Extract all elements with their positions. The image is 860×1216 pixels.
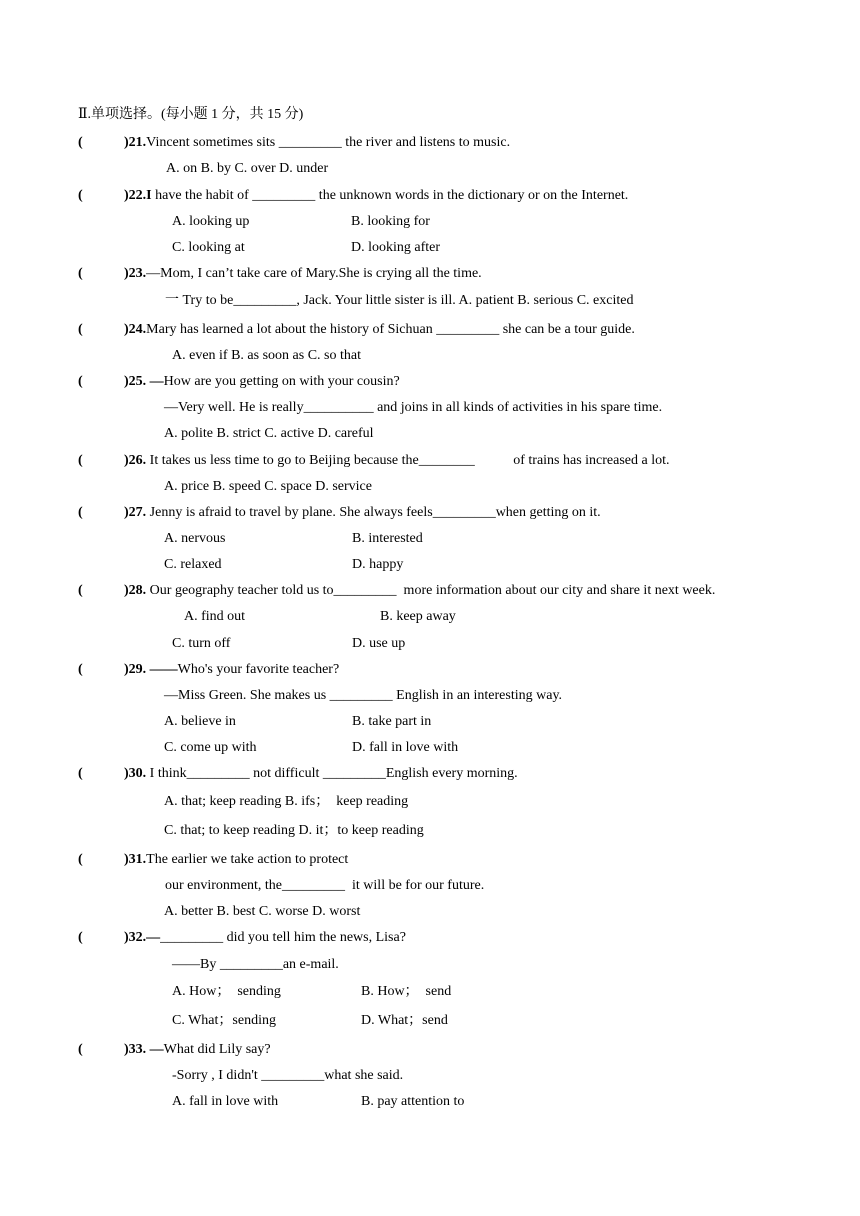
answer-blank[interactable]: (: [78, 266, 83, 281]
question-30: )30. I think_________ not difficult _________English every morning.: [124, 766, 518, 781]
answer-blank[interactable]: (: [78, 505, 83, 520]
option-b: B. pay attention to: [361, 1094, 465, 1109]
question-21: )21.Vincent sometimes sits _________ the river and listens to music.: [124, 135, 511, 150]
option-c: C. turn off: [172, 636, 231, 651]
option-c: C. relaxed: [164, 557, 222, 572]
answer-blank[interactable]: (: [78, 374, 83, 389]
option-c: C. What；sending: [172, 1013, 276, 1028]
question-23-reply: 一 Try to be_________, Jack. Your little sister is ill. A. patient B. serious C. excited: [165, 293, 634, 308]
question-25-reply: —Very well. He is really__________ and joins in all kinds of activities in his spare time.: [164, 400, 663, 415]
question-29: )29. ——Who's your favorite teacher?: [124, 662, 340, 677]
option-a: A. fall in love with: [172, 1094, 279, 1109]
answer-blank[interactable]: (: [78, 766, 83, 781]
option-b: B. interested: [352, 531, 423, 546]
question-21-options: A. on B. by C. over D. under: [166, 161, 329, 176]
option-d: D. looking after: [351, 240, 441, 255]
question-22: )22.I have the habit of _________ the unknown words in the dictionary or on the Internet.: [124, 188, 629, 203]
option-d: D. use up: [352, 636, 406, 651]
option-a: A. How； sending: [172, 984, 281, 999]
option-c: C. looking at: [172, 240, 245, 255]
question-32-reply: ——By _________an e-mail.: [172, 957, 339, 972]
question-33: )33. —What did Lily say?: [124, 1042, 271, 1057]
answer-blank[interactable]: (: [78, 188, 83, 203]
option-b: B. How； send: [361, 984, 452, 999]
option-c: C. come up with: [164, 740, 257, 755]
section-title: Ⅱ.单项选择。(每小题 1 分，共 15 分): [78, 107, 304, 122]
option-a: A. find out: [184, 609, 246, 624]
option-a: A. nervous: [164, 531, 226, 546]
question-24-options: A. even if B. as soon as C. so that: [172, 348, 361, 363]
question-28: )28. Our geography teacher told us to_________ more information about our city and share it next week.: [124, 583, 716, 598]
question-26: )26. It takes us less time to go to Beijing because the________ of trains has increased a lot.: [124, 453, 670, 468]
question-32: )32.—_________ did you tell him the news, Lisa?: [124, 930, 406, 945]
question-23: )23.—Mom, I can’t take care of Mary.She is crying all the time.: [124, 266, 482, 281]
question-30-options-ab: A. that; keep reading B. ifs； keep reading: [164, 794, 409, 809]
question-29-reply: —Miss Green. She makes us _________ English in an interesting way.: [164, 688, 563, 703]
question-31: )31.The earlier we take action to protect: [124, 852, 349, 867]
option-d: D. What；send: [361, 1013, 448, 1028]
answer-blank[interactable]: (: [78, 583, 83, 598]
question-25-options: A. polite B. strict C. active D. careful: [164, 426, 374, 441]
answer-blank[interactable]: (: [78, 852, 83, 867]
option-b: B. take part in: [352, 714, 432, 729]
option-d: D. happy: [352, 557, 404, 572]
option-b: B. looking for: [351, 214, 430, 229]
answer-blank[interactable]: (: [78, 453, 83, 468]
question-30-options-cd: C. that; to keep reading D. it；to keep reading: [164, 823, 424, 838]
question-33-reply: -Sorry , I didn't _________what she said.: [172, 1068, 404, 1083]
option-b: B. keep away: [380, 609, 456, 624]
option-d: D. fall in love with: [352, 740, 459, 755]
option-a: A. looking up: [172, 214, 250, 229]
option-a: A. believe in: [164, 714, 236, 729]
answer-blank[interactable]: (: [78, 662, 83, 677]
answer-blank[interactable]: (: [78, 135, 83, 150]
answer-blank[interactable]: (: [78, 930, 83, 945]
question-24: )24.Mary has learned a lot about the history of Sichuan _________ she can be a tour guide.: [124, 322, 635, 337]
question-25: )25. —How are you getting on with your cousin?: [124, 374, 400, 389]
question-31-continued: our environment, the_________ it will be for our future.: [165, 878, 485, 893]
question-31-options: A. better B. best C. worse D. worst: [164, 904, 361, 919]
answer-blank[interactable]: (: [78, 322, 83, 337]
answer-blank[interactable]: (: [78, 1042, 83, 1057]
question-26-options: A. price B. speed C. space D. service: [164, 479, 372, 494]
question-27: )27. Jenny is afraid to travel by plane. She always feels_________when getting on it.: [124, 505, 601, 520]
